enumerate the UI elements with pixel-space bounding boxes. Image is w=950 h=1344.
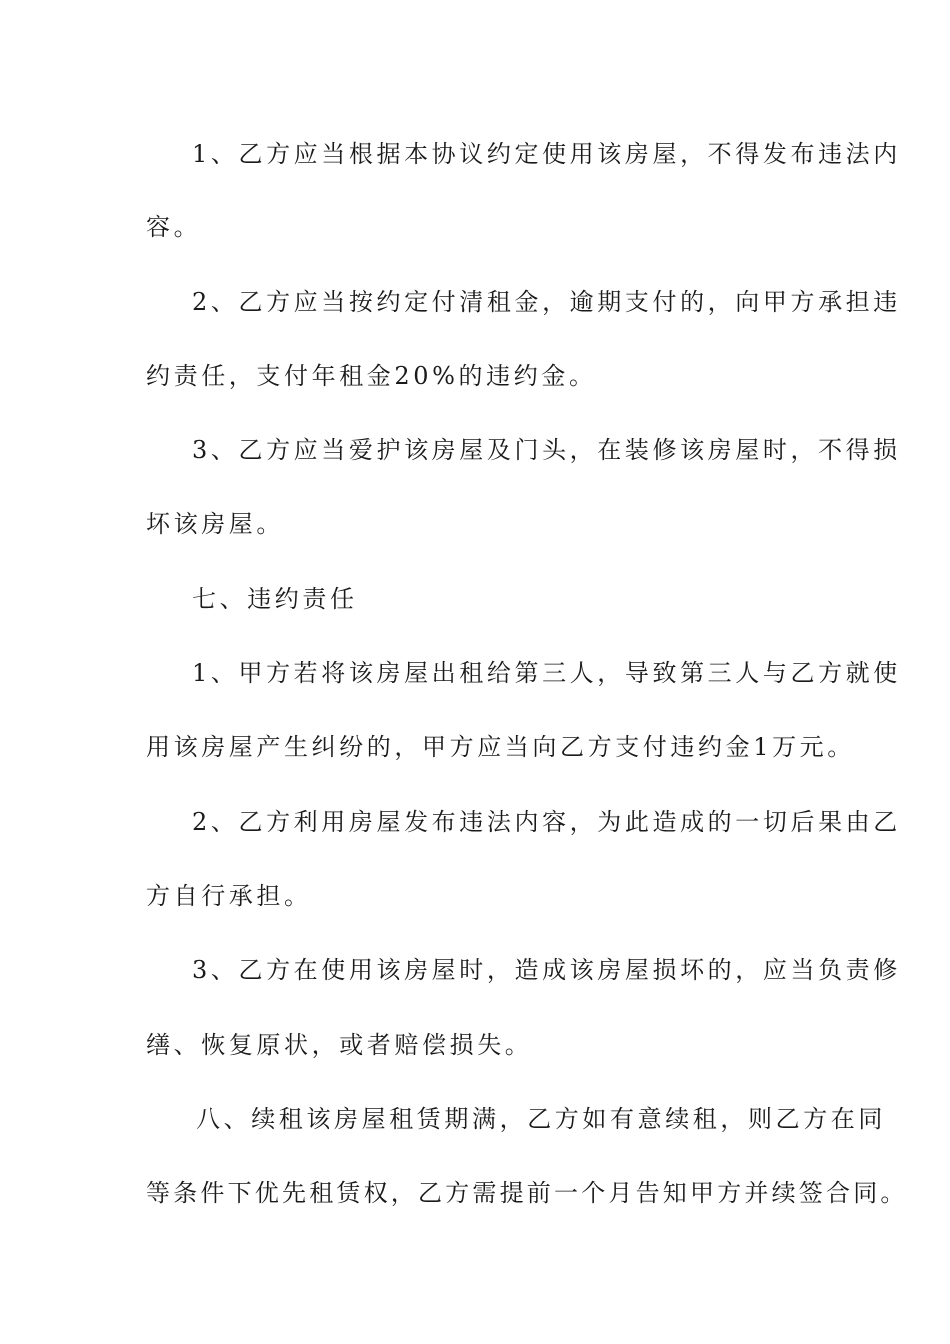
paragraph-line: 用该房屋产生纠纷的，甲方应当向乙方支付违约金1万元。 [146,733,855,761]
paragraph-line: 2、乙方利用房屋发布违法内容，为此造成的一切后果由乙 [192,808,901,836]
paragraph-line: 2、乙方应当按约定付清租金，逾期支付的，向甲方承担违 [192,288,901,316]
paragraph-line: 1、乙方应当根据本协议约定使用该房屋，不得发布违法内 [192,140,901,168]
paragraph-line: 3、乙方应当爱护该房屋及门头，在装修该房屋时，不得损 [192,436,901,464]
paragraph-line: 方自行承担。 [146,882,312,910]
paragraph-line: 1、甲方若将该房屋出租给第三人，导致第三人与乙方就使 [192,659,901,687]
section-heading: 八、续租该房屋租赁期满，乙方如有意续租，则乙方在同 [196,1105,886,1133]
paragraph-line: 缮、恢复原状，或者赔偿损失。 [146,1031,533,1059]
paragraph-line: 容。 [146,213,202,241]
section-heading: 七、违约责任 [192,585,358,613]
paragraph-line: 3、乙方在使用该房屋时，造成该房屋损坏的，应当负责修 [192,956,901,984]
paragraph-line: 约责任，支付年租金20%的违约金。 [146,362,597,390]
paragraph-line: 等条件下优先租赁权，乙方需提前一个月告知甲方并续签合同。 [146,1179,908,1207]
paragraph-line: 坏该房屋。 [146,510,284,538]
